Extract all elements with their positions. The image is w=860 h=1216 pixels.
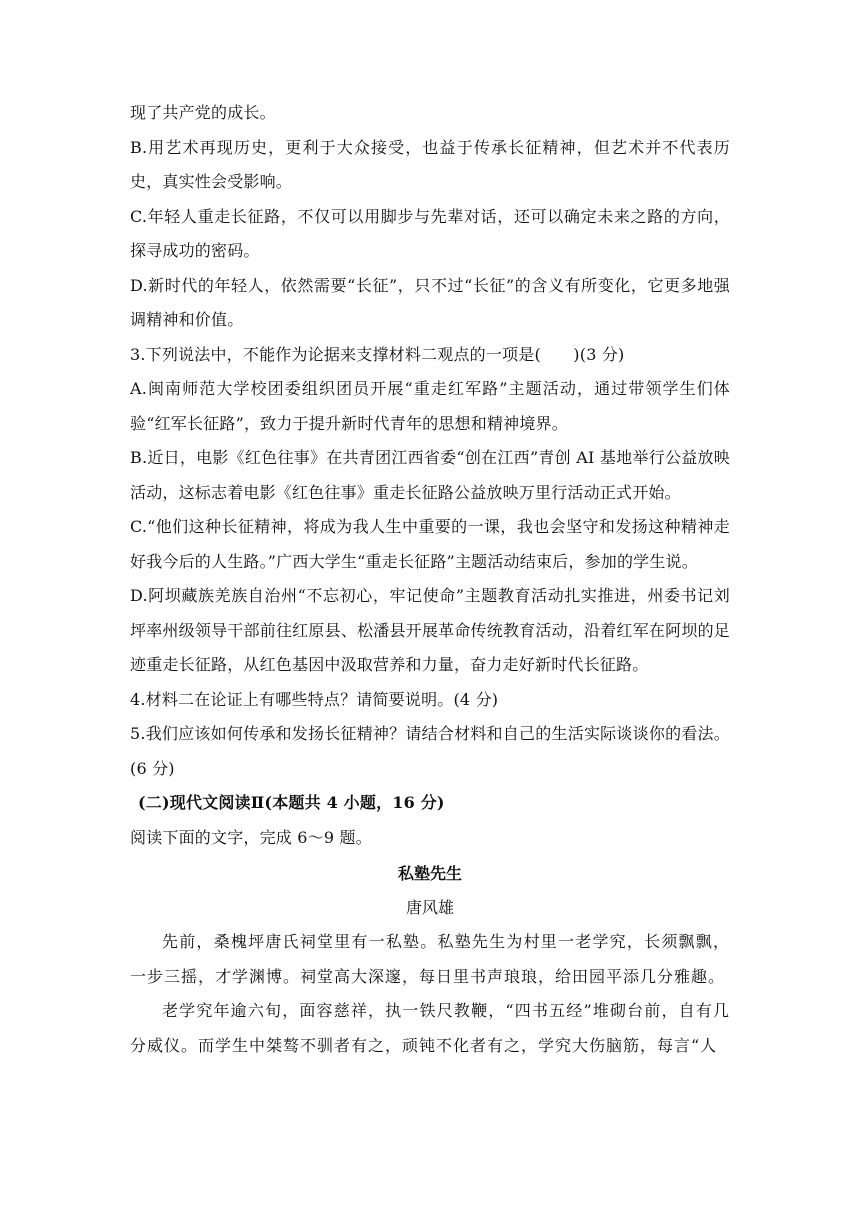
story-title: 私塾先生: [397, 864, 462, 883]
section-heading: (二)现代文阅读Ⅱ(本题共 4 小题，16 分): [138, 793, 445, 812]
story-paragraph-2: 老学究年逾六旬，面容慈祥，执一铁尺教鞭，“四书五经”堆砌台前，自有几分威仪。而学生中桀骜不驯者有之，顽钝不化者有之，学究大伤脑筋，每言“人: [130, 1001, 730, 1055]
question-3: 3.下列说法中，不能作为论据来支撑材料二观点的一项是( )(3 分): [130, 344, 625, 364]
option-c-q3: C.“他们这种长征精神，将成为我人生中重要的一课，我也会坚守和发扬这种精神走好我今后的人生路。”广西大学生“重走长征路”主题活动结束后，参加的学生说。: [130, 517, 730, 571]
text-line-continuation: 现了共产党的成长。: [130, 103, 276, 122]
option-c: C.年轻人重走长征路，不仅可以用脚步与先辈对话，还可以确定未来之路的方向，探寻成功的密码。: [130, 206, 730, 260]
question-5: 5.我们应该如何传承和发扬长征精神？请结合材料和自己的生活实际谈谈你的看法。(6 分): [130, 724, 730, 778]
reading-instruction: 阅读下面的文字，完成 6～9 题。: [130, 827, 372, 847]
option-b-q3: B.近日，电影《红色往事》在共青团江西省委“创在江西”青创 AI 基地举行公益放映活动，这标志着电影《红色往事》重走长征路公益放映万里行活动正式开始。: [130, 448, 730, 502]
option-a-q3: A.闽南师范大学校团委组织团员开展“重走红军路”主题活动，通过带领学生们体验“红军长征路”，致力于提升新时代青年的思想和精神境界。: [130, 379, 730, 433]
option-d: D.新时代的年轻人，依然需要“长征”，只不过“长征”的含义有所变化，它更多地强调精神和价值。: [130, 275, 730, 329]
story-paragraph-1: 先前，桑槐坪唐氏祠堂里有一私塾。私塾先生为村里一老学究，长须飘飘，一步三摇，才学渊博。祠堂高大深邃，每日里书声琅琅，给田园平添几分雅趣。: [130, 932, 730, 986]
document-page: [130, 96, 730, 1063]
option-d-q3: D.阿坝藏族羌族自治州“不忘初心，牢记使命”主题教育活动扎实推进，州委书记刘坪率州级领导干部前往红原县、松潘县开展革命传统教育活动，沿着红军在阿坝的足迹重走长征路，从红色基因中汲取营养和力量，奋力走好新时代长征路。: [130, 586, 730, 674]
story-author: 唐风雄: [405, 898, 454, 917]
option-b: B.用艺术再现历史，更利于大众接受，也益于传承长征精神，但艺术并不代表历史，真实性会受影响。: [130, 137, 730, 191]
question-4: 4.材料二在论证上有哪些特点？请简要说明。(4 分): [130, 689, 499, 709]
